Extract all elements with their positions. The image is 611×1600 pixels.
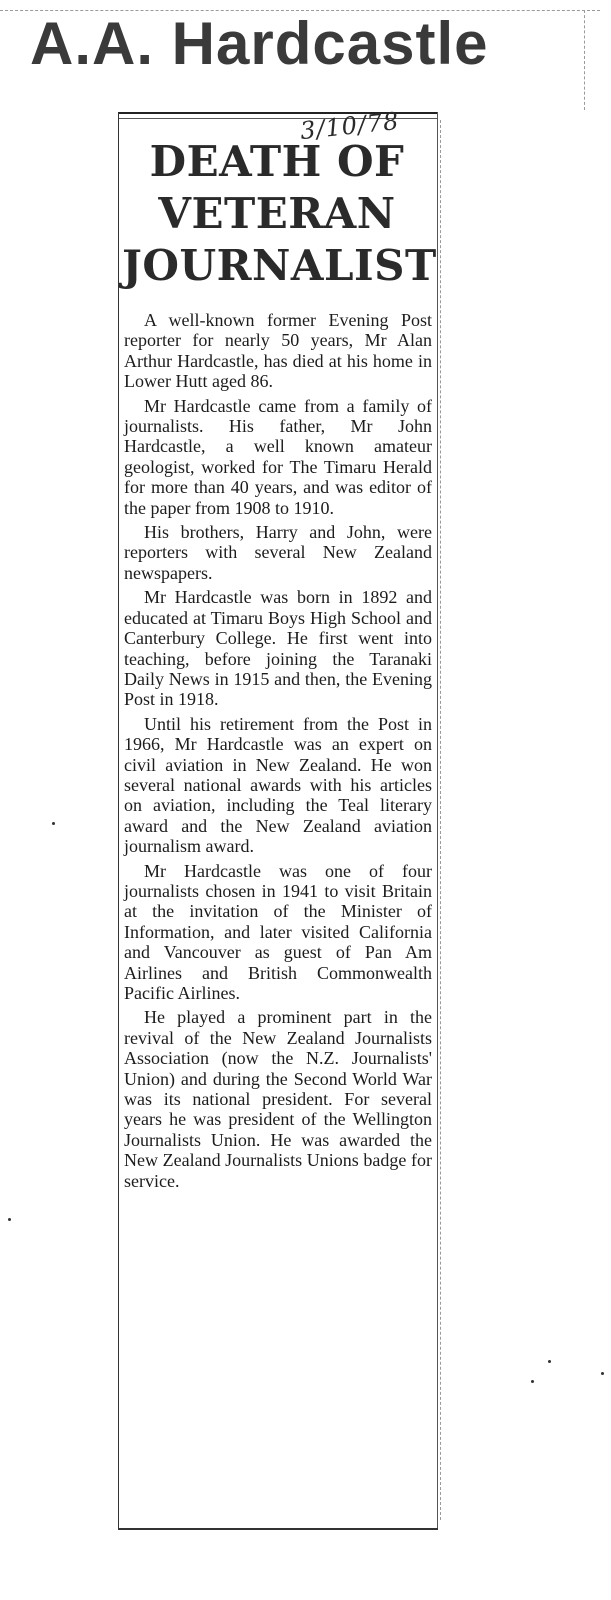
headline-line-3: JOURNALIST bbox=[122, 241, 437, 290]
headline-line-2: VETERAN bbox=[158, 189, 396, 238]
article-paragraph: Mr Hardcastle was one of four journalists chosen in 1941 to visit Britain at the invitation of the Minister of Information, and later visited California and Vancouver as guest of Pan Am Airlines and British Commonwealth Pacific Airlines. bbox=[124, 860, 432, 1003]
subject-label: A.A. Hardcastle bbox=[30, 10, 489, 77]
scan-speck bbox=[531, 1380, 534, 1383]
scan-speck bbox=[601, 1372, 604, 1375]
clipping-bottom-rule bbox=[118, 1528, 438, 1530]
clip-edge-right bbox=[440, 120, 441, 1520]
scan-speck bbox=[52, 822, 55, 825]
article-body bbox=[124, 310, 432, 1195]
article-paragraph: A well-known former Evening Post reporter for nearly 50 years, Mr Alan Arthur Hardcastle, has died at his home in Lower Hutt aged 86. bbox=[124, 310, 432, 392]
article-paragraph: His brothers, Harry and John, were reporters with several New Zealand newspapers. bbox=[124, 522, 432, 583]
article-paragraph: Mr Hardcastle came from a family of journalists. His father, Mr John Hardcastle, a well known amateur geologist, worked for The Timaru Herald for more than 40 years, and was editor of the paper from 1908 to 1910. bbox=[124, 395, 432, 518]
scan-speck bbox=[8, 1218, 11, 1221]
article-paragraph: Until his retirement from the Post in 1966, Mr Hardcastle was an expert on civil aviation in New Zealand. He won several national awards with his articles on aviation, including the Teal literary award and the New Zealand aviation journalism award. bbox=[124, 713, 432, 857]
headline bbox=[122, 136, 437, 292]
article-paragraph: He played a prominent part in the revival of the New Zealand Journalists Association (now the N.Z. Journalists' Union) and during the Second World War was its national president. For several years he was president of the Wellington Journalists Union. He was awarded the New Zealand Journalists Unions badge for service. bbox=[124, 1007, 432, 1191]
article-paragraph: Mr Hardcastle was born in 1892 and educated at Timaru Boys High School and Canterbury College. He first went into teaching, before joining the Taranaki Daily News in 1915 and then, the Evening Post in 1918. bbox=[124, 587, 432, 710]
handwritten-date: 3/10/78 bbox=[298, 106, 401, 146]
scan-speck bbox=[548, 1360, 551, 1363]
headline-line-1: DEATH OF bbox=[149, 137, 405, 186]
